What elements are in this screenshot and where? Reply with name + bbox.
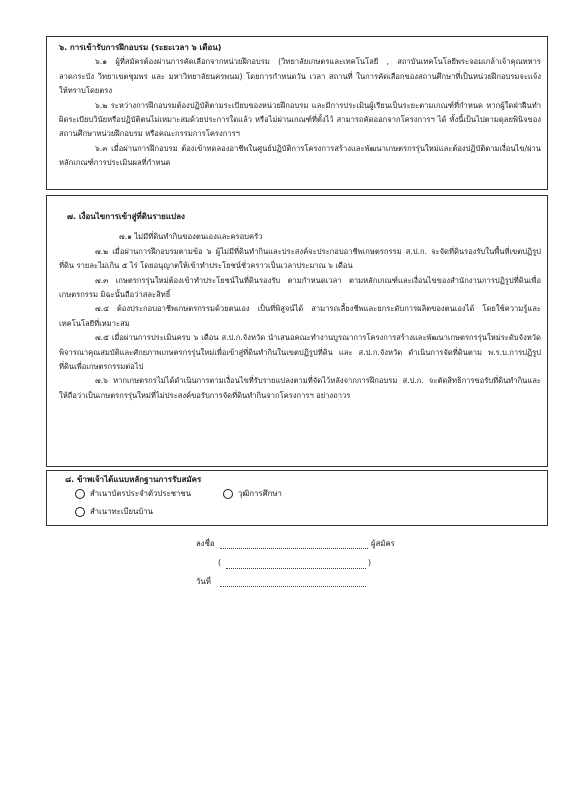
- checkbox-circle[interactable]: [75, 507, 85, 517]
- signature-line[interactable]: [220, 548, 368, 549]
- section-7-item-4: ๗.๔ ต้องประกอบอาชีพเกษตรกรรมด้วยตนเอง เป็นที่พิสูจน์ได้ สามารถเลี้ยงชีพและยกระดับการผลิตของตนเองได้ โดยใช้ความรู้และเทคโนโลยีที่เหมาะสม: [59, 304, 541, 328]
- option-id-card[interactable]: [75, 487, 191, 501]
- section-7-item-5: ๗.๕ เมื่อผ่านการประเมินครบ ๖ เดือน ส.ป.ก.จังหวัด นำเสนอคณะทำงานบูรณาการโครงการสร้างและพัฒนาเกษตรกรรุ่นใหม่ระดับจังหวัด พิจารณาคุณสมบัติและศักยภาพเกษตรกรรุ่นใหม่เพื่อเข้าสู่ที่ดินทำกินในเขตปฏิรูปที่ดิน และ ส.ป.ก.จังหวัด ดำเนินการจัดที่ดินตาม พ.ร.บ.การปฏิรูปที่ดินเพื่อเกษตรกรรมต่อไป: [59, 333, 541, 372]
- name-paren-close: ): [368, 558, 372, 567]
- option-id-card-label: สำเนาบัตรประจำตัวประชาชน: [90, 489, 192, 498]
- section-8-heading: ๘. ข้าพเจ้าได้แนบหลักฐานการรับสมัคร: [65, 475, 202, 484]
- sign-label: ลงชื่อ: [196, 539, 215, 548]
- section-7-heading: ๗. เงื่อนไขการเข้าสู่ที่ดินรายแปลง: [67, 212, 185, 221]
- name-line[interactable]: [226, 568, 366, 569]
- date-label: วันที่: [196, 577, 211, 586]
- section-7-item-1: ๗.๑ ไม่มีที่ดินทำกินของตนเองและครอบครัว: [119, 232, 263, 242]
- section-6-box: [46, 36, 548, 190]
- option-education[interactable]: [223, 487, 282, 501]
- date-line[interactable]: [220, 586, 366, 587]
- section-7-box: [46, 195, 548, 467]
- section-6-paragraph-3: ๖.๓ เมื่อผ่านการฝึกอบรม ต้องเข้าทดลองอาชีพในศูนย์ปฏิบัติการโครงการสร้างและพัฒนาเกษตรกรรุ่นใหม่และต้องปฏิบัติตามเงื่อนไข/ผ่านหลักเกณฑ์การประเมินผลที่กำหนด: [59, 143, 541, 168]
- section-6-paragraph-2: ๖.๒ ระหว่างการฝึกอบรมต้องปฏิบัติตามระเบียบของหน่วยฝึกอบรม และมีการประเมินผู้เรียนเป็นระยะตามเกณฑ์ที่กำหนด หากผู้ใดฝ่าฝืนทำผิดระเบียบวินัยหรือปฏิบัติตนไม่เหมาะสมด้วยประการใดแล้ว หรือไม่ผ่านเกณฑ์ที่ตั้งไว้ สามารถคัดออกจากโครงการฯ ได้ ทั้งนี้เป็นไปตามดุลยพินิจของสถานศึกษาหน่วยฝึกอบรม หรือคณะกรรมการโครงการฯ: [59, 100, 541, 139]
- section-8-box: [46, 470, 548, 526]
- checkbox-circle[interactable]: [75, 489, 85, 499]
- section-7-item-3: ๗.๓ เกษตรกรรุ่นใหม่ต้องเข้าทำประโยชน์ในที่ดินรองรับ ตามกำหนดเวลา ตามหลักเกณฑ์และเงื่อนไขของสำนักงานการปฏิรูปที่ดินเพื่อเกษตรกรรม มิฉะนั้นถือว่าสละสิทธิ์: [59, 275, 541, 300]
- section-7-item-6: ๗.๖ หากเกษตรกรไม่ได้ดำเนินการตามเงื่อนไขที่รับรายแปลงตามที่จัดไว้หลังจากการฝึกอบรม ส.ป.ก. จะตัดสิทธิการขอรับที่ดินทำกินและให้ถือว่าเป็นเกษตรกรรุ่นใหม่ที่ไม่ประสงค์ขอรับการจัดที่ดินทำกินจากโครงการฯ อย่างถาวร: [59, 376, 541, 400]
- applicant-label: ผู้สมัคร: [371, 539, 395, 548]
- option-education-label: วุฒิการศึกษา: [238, 489, 282, 498]
- section-6-heading: ๖. การเข้ารับการฝึกอบรม (ระยะเวลา ๖ เดือน): [59, 43, 222, 52]
- option-house-registration-label: สำเนาทะเบียนบ้าน: [90, 507, 154, 516]
- checkbox-circle[interactable]: [223, 489, 233, 499]
- option-house-registration[interactable]: [75, 505, 153, 519]
- section-6-paragraph-1: ๖.๑ ผู้ที่สมัครต้องผ่านการคัดเลือกจากหน่วยฝึกอบรม (วิทยาลัยเกษตรและเทคโนโลยี , สถาบันเทคโนโลยีพระจอมเกล้าเจ้าคุณทหารลาดกระบัง วิทยาเขตชุมพร และ มหาวิทยาลัยนครพนม) โดยการกำหนดวัน เวลา สถานที่ ในการคัดเลือกของสถานศึกษาที่เป็นหน่วยฝึกอบรมจะแจ้งให้ทราบโดยตรง: [59, 57, 541, 96]
- name-paren-open: (: [218, 558, 222, 567]
- section-7-item-2: ๗.๒ เมื่อผ่านการฝึกอบรมตามข้อ ๖ ผู้ไม่มีที่ดินทำกินและประสงค์จะประกอบอาชีพเกษตรกรรม ส.ป.ก. จะจัดที่ดินรองรับในพื้นที่เขตปฏิรูปที่ดิน รายละไม่เกิน ๕ ไร่ โดยอนุญาตให้เข้าทำประโยชน์ชั่วคราวเป็นเวลาประมาณ ๖ เดือน: [59, 246, 541, 271]
